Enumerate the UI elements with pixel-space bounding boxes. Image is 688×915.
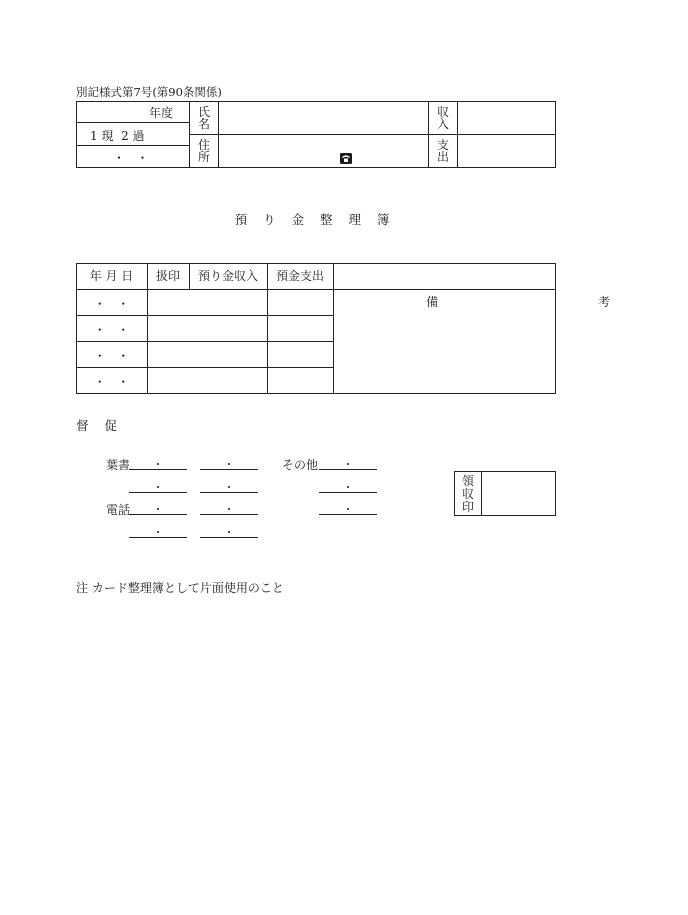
column-remarks: 備 考 — [426, 295, 688, 309]
top-info-table — [76, 101, 556, 168]
reminder-date-dot: ・ — [342, 503, 354, 516]
name-label: 氏名 — [197, 105, 210, 131]
reminder-date-dot: ・ — [342, 458, 354, 471]
column-deposit-expense: 預金支出 — [275, 269, 324, 283]
receipt-stamp-box — [454, 471, 556, 516]
reminder-date-dot: ・ — [152, 481, 164, 494]
date-field: ・ ・ — [113, 151, 149, 165]
table-row: ・ ・ — [93, 375, 130, 389]
receipt-label: 領収印 — [461, 474, 474, 514]
footnote: 注 カード整理簿として片面使用のこと — [76, 581, 284, 595]
other-label: その他 — [282, 458, 319, 472]
column-date: 年 月 日 — [89, 269, 134, 283]
reminder-date-dot: ・ — [223, 481, 235, 494]
postcard-label: 葉書 — [106, 458, 131, 472]
reminder-date-dot: ・ — [152, 458, 164, 471]
reminder-date-dot: ・ — [342, 481, 354, 494]
table-row: ・ ・ — [93, 323, 130, 337]
telephone-icon — [340, 153, 352, 164]
category-label: 1 現 2 過 — [90, 129, 145, 143]
phone-label: 電話 — [106, 503, 131, 517]
reminder-title: 督 促 — [76, 418, 123, 433]
expense-label: 支出 — [436, 138, 449, 164]
table-row: ・ ・ — [93, 349, 130, 363]
reminder-date-dot: ・ — [223, 503, 235, 516]
form-header: 別記様式第7号(第90条関係) — [76, 85, 222, 99]
table-row: ・ ・ — [93, 297, 130, 311]
register-table — [76, 263, 688, 393]
reminder-date-dot: ・ — [223, 526, 235, 539]
reminder-date-dot: ・ — [223, 458, 235, 471]
address-label: 住所 — [197, 138, 210, 164]
column-stamp: 扱印 — [155, 269, 180, 283]
reminder-date-dot: ・ — [152, 526, 164, 539]
fiscal-year-label: 年度 — [149, 106, 174, 120]
page-title: 預 り 金 整 理 簿 — [234, 212, 396, 227]
column-deposit-income: 預り金収入 — [197, 269, 258, 283]
income-label: 収入 — [436, 105, 449, 131]
reminder-date-dot: ・ — [152, 503, 164, 516]
